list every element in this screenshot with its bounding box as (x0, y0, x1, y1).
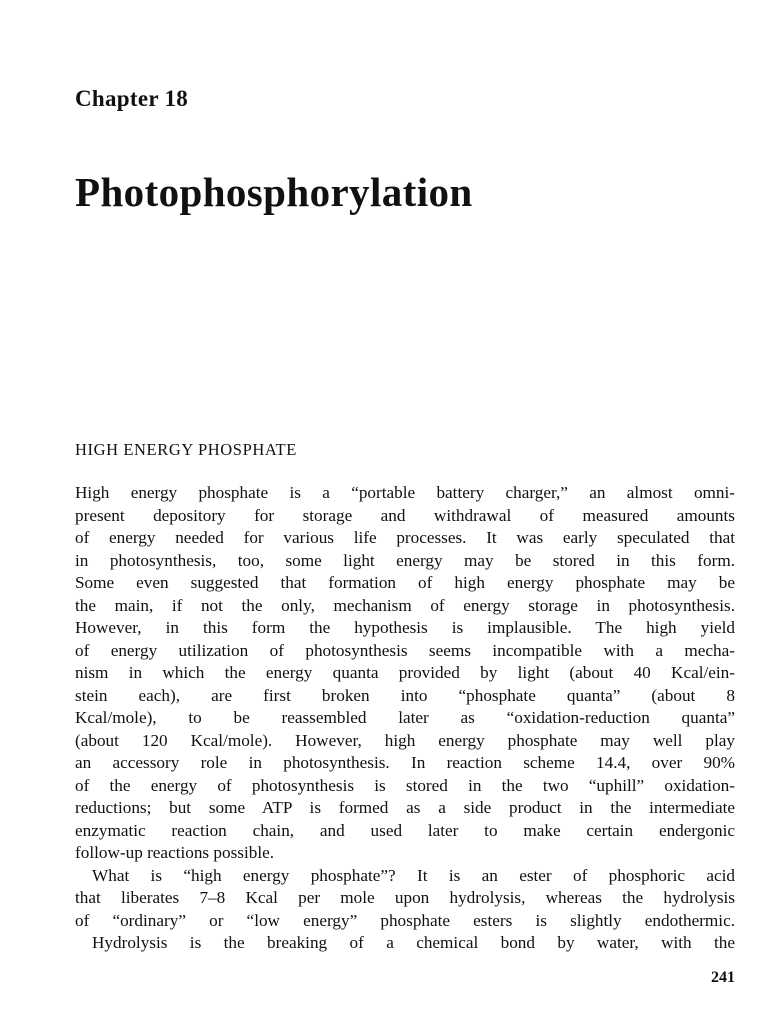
text-line: enzymatic reaction chain, and used later to make certain endergonic (75, 820, 735, 840)
text-line: reductions; but some ATP is formed as a side product in the intermediate (75, 798, 735, 817)
text-line: Kcal/mole), to be reassembled later as “oxidation-reduction quanta” (75, 708, 735, 727)
chapter-title: Photophosphorylation (75, 169, 473, 215)
text-line: nism in which the energy quanta provided by light (about 40 Kcal/ein- (75, 663, 735, 682)
text-line: of energy needed for various life processes. It was early speculated that (75, 528, 735, 547)
text-line: of “ordinary” or “low energy” phosphate esters is slightly endothermic. (75, 910, 735, 930)
text-line: Some even suggested that formation of high energy phosphate may be (75, 573, 735, 592)
chapter-label: Chapter 18 (75, 86, 189, 111)
text-line: What is “high energy phosphate”? It is an ester of phosphoric acid (92, 865, 735, 885)
text-line: an accessory role in photosynthesis. In reaction scheme 14.4, over 90% (75, 753, 735, 772)
page-number: 241 (711, 969, 735, 986)
text-line: However, in this form the hypothesis is implausible. The high yield (75, 618, 735, 637)
text-line: (about 120 Kcal/mole). However, high energy phosphate may well play (75, 730, 735, 750)
text-line: that liberates 7–8 Kcal per mole upon hydrolysis, whereas the hydrolysis (75, 888, 735, 907)
text-line: of the energy of photosynthesis is stored in the two “uphill” oxidation- (75, 775, 735, 795)
text-line: of energy utilization of photosynthesis seems incompatible with a mecha- (75, 640, 735, 660)
text-line: follow-up reactions possible. (75, 843, 275, 862)
body-text (75, 482, 735, 955)
text-line: the main, if not the only, mechanism of energy storage in photosynthesis. (75, 595, 735, 615)
text-line: present depository for storage and withdrawal of measured amounts (75, 505, 735, 525)
text-line: in photosynthesis, too, some light energy may be stored in this form. (75, 550, 735, 570)
section-heading: HIGH ENERGY PHOSPHATE (75, 440, 297, 459)
text-line: stein each), are first broken into “phosphate quanta” (about 8 (75, 685, 735, 705)
text-line: Hydrolysis is the breaking of a chemical bond by water, with the (92, 933, 735, 952)
text-line: High energy phosphate is a “portable battery charger,” an almost omni- (75, 483, 735, 502)
